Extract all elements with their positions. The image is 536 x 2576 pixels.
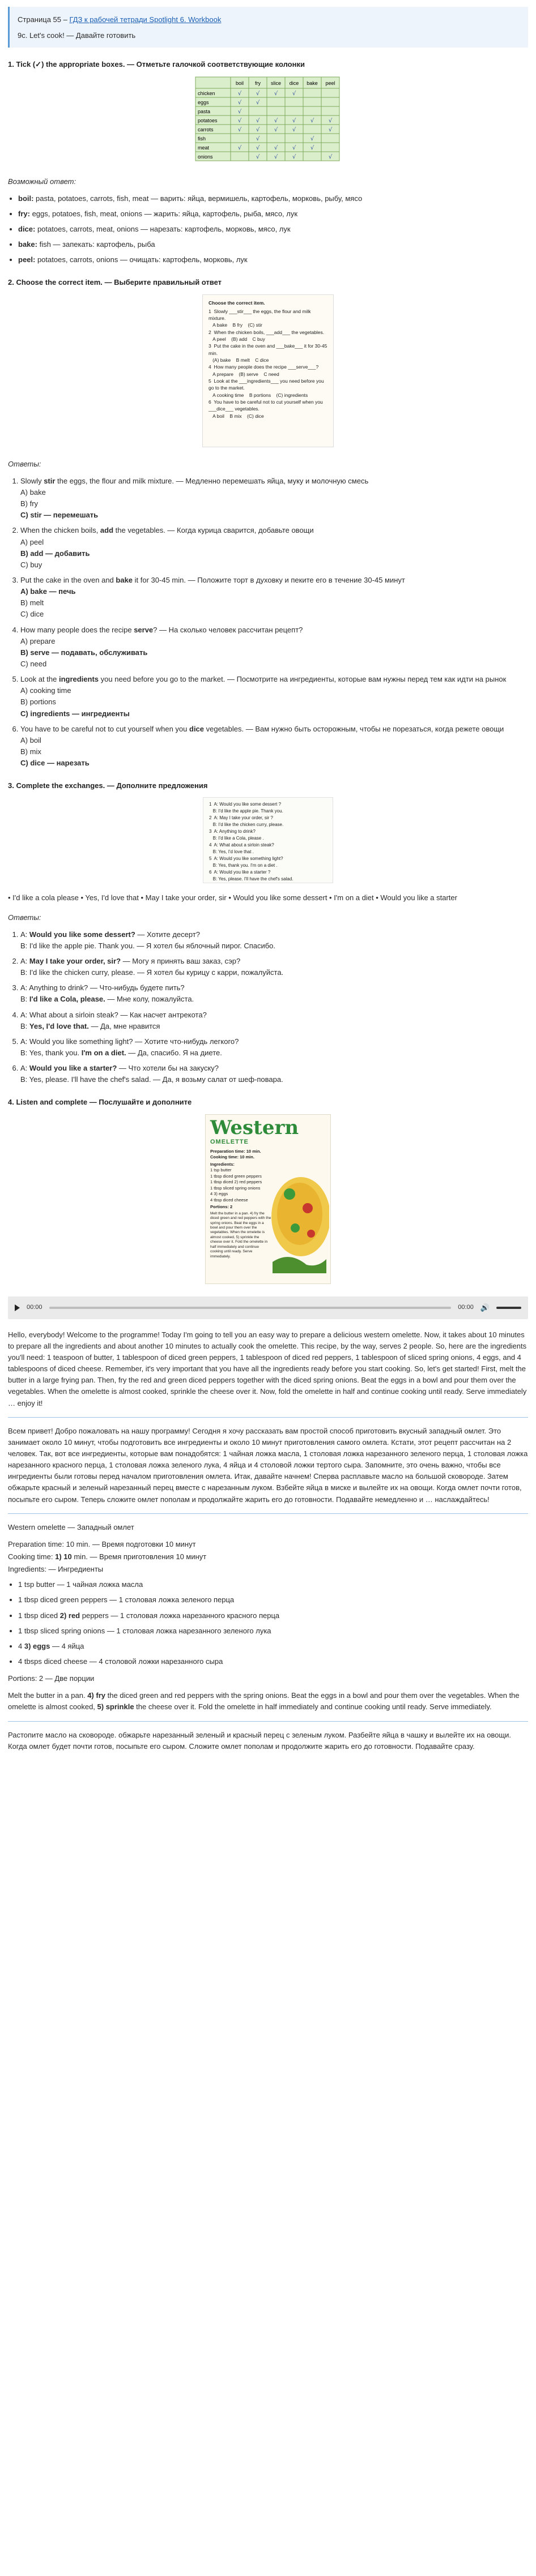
- task3-figure: [8, 797, 528, 887]
- tick-mark: √: [237, 91, 242, 97]
- line-a: [20, 982, 528, 994]
- image-lines: [209, 801, 327, 883]
- line-b-pre: B:: [20, 995, 29, 1004]
- divider: [8, 1513, 528, 1514]
- line-a-key: Would you like some dessert?: [29, 930, 135, 939]
- line-b: [20, 940, 528, 952]
- line-b-pre: B:: [20, 1021, 29, 1030]
- line-a: [20, 1063, 528, 1074]
- tick-mark: √: [292, 91, 296, 97]
- line-a: [20, 1009, 528, 1021]
- exchange-item: [20, 1063, 528, 1085]
- ingredient-item: [18, 1594, 528, 1606]
- image-line: 3 Put the cake in the oven and ___bake___ it for 30-45 min.: [209, 343, 329, 356]
- line-a-post: — Что хотели бы на закуску?: [117, 1064, 219, 1073]
- image-heading: Choose the correct item.: [209, 299, 265, 306]
- question-key: bake: [116, 575, 133, 584]
- tick-mark: √: [274, 118, 278, 125]
- ingredient-pre: 1 tbsp sliced spring onions — 1 столовая ложка нарезанного зеленого лука: [18, 1626, 271, 1635]
- question-text: [20, 724, 528, 735]
- table-row-label: chicken: [198, 91, 215, 97]
- recipe-method: Melt the butter in a pan. 4) fry the diced green and red peppers with the spring onions. Beat the eggs in a bowl and pour them over the vegetables. When the omelette is almost cooked, 5) sprinkle the cheese over it. Fold the omelette in half immediately and continue cooking until ready. Serve immediately.: [210, 1211, 271, 1259]
- line-a: [20, 929, 528, 940]
- task2-answer-list: [20, 476, 528, 769]
- answer-key: peel:: [18, 255, 36, 264]
- question-text: [20, 476, 528, 487]
- correct-option: B) add — добавить: [20, 549, 90, 558]
- play-icon[interactable]: [15, 1304, 20, 1311]
- question-pre: Put the cake in the oven and: [20, 575, 116, 584]
- volume-icon[interactable]: 🔊: [480, 1303, 490, 1312]
- line-b-pre: B: Yes, please. I'll have the chef's salad. — Да, я возьму салат от шеф-повара.: [20, 1075, 283, 1084]
- question-post: the eggs, the flour and milk mixture. — Медленно перемешать яйца, муку и молочную смесь: [55, 476, 369, 485]
- table-row-label: carrots: [198, 127, 214, 133]
- answer-text: eggs, potatoes, fish, meat, onions — жарить: яйца, картофель, рыба, мясо, лук: [29, 209, 298, 218]
- tick-mark: √: [237, 118, 242, 125]
- line-a-post: — Хотите десерт?: [135, 930, 201, 939]
- tick-mark: √: [292, 127, 296, 134]
- recipe-portions: Portions: 2: [210, 1204, 233, 1210]
- method-en: [8, 1690, 528, 1713]
- recipe-ingredients: [210, 1167, 271, 1203]
- correct-option: A) bake — печь: [20, 587, 76, 596]
- answer-item: [18, 208, 528, 220]
- image-line: 4 How many people does the recipe ___serve___?: [209, 364, 319, 370]
- option: A) bake: [20, 487, 46, 497]
- line-b-post: — Да, спасибо. Я на диете.: [126, 1049, 222, 1058]
- section-title: 9c. Let's cook! — Давайте готовить: [18, 31, 136, 40]
- recipe-title: Western omelette — Западный омлет: [8, 1522, 134, 1531]
- exchange-item: [20, 929, 528, 952]
- answer-key: bake:: [18, 240, 37, 249]
- question-key: ingredients: [58, 675, 99, 684]
- ingredients-line: Ingredients: — Ингредиенты: [8, 1565, 104, 1574]
- tick-mark: √: [256, 145, 260, 152]
- line-a-key: May I take your order, sir?: [29, 957, 121, 966]
- ingredient-pre: 1 tbsp diced green peppers — 1 столовая ложка зеленого перца: [18, 1595, 235, 1604]
- tick-mark: √: [256, 154, 260, 161]
- ingredient-item: [18, 1656, 528, 1667]
- option: B) fry: [20, 499, 39, 508]
- image-line: 5 Look at the ___ingredients___ you need before you go to the market.: [209, 378, 326, 391]
- ingredient-item: [18, 1641, 528, 1652]
- task1-answer-heading: Возможный ответ:: [8, 177, 76, 186]
- recipe-ingredient: 1 tbsp diced 2) red peppers: [210, 1179, 262, 1185]
- option: B) mix: [20, 747, 41, 756]
- line-b-post: — Мне колу, пожалуйста.: [105, 995, 194, 1004]
- table-row-label: meat: [198, 145, 210, 151]
- page-header: [8, 7, 528, 48]
- question-post: it for 30-45 min. — Положите торт в духовку и пеките его в течение 30-45 минут: [133, 575, 405, 584]
- method-key-1: 4) fry: [87, 1691, 105, 1700]
- recipe-ingredient: 1 tbsp diced green peppers: [210, 1173, 262, 1179]
- ingredient-pre: 4: [18, 1641, 24, 1650]
- choose-item-image: [202, 294, 334, 447]
- question-pre: You have to be careful not to cut yourself when you: [20, 724, 189, 733]
- line-a-pre: A:: [20, 957, 29, 966]
- answer-key: dice:: [18, 224, 36, 233]
- line-b-pre: B: I'd like the apple pie. Thank you. — Я хотел бы яблочный пирог. Спасибо.: [20, 941, 276, 950]
- ingredient-key: 3) eggs: [24, 1641, 50, 1650]
- tick-mark: √: [310, 118, 314, 125]
- task1-answer-list: [18, 193, 528, 266]
- audio-duration: 00:00: [458, 1304, 474, 1311]
- tick-mark: √: [328, 127, 333, 134]
- tick-mark: √: [310, 145, 314, 152]
- line-b-pre: B: I'd like the chicken curry, please. — Я хотел бы курицу с карри, пожалуйста.: [20, 968, 284, 977]
- answer-item: [18, 193, 528, 204]
- line-a-pre: A: What about a sirloin steak? — Как насчет антрекота?: [20, 1010, 207, 1019]
- cook-line: [8, 1551, 528, 1563]
- exchanges-image: [203, 797, 333, 883]
- correct-option: C) dice — нарезать: [20, 759, 90, 768]
- question-text: [20, 674, 528, 685]
- image-line: B: I'd like a Cola, please .: [209, 836, 264, 841]
- exchange-item: [20, 1036, 528, 1059]
- image-line: 5 A: Would you like something light?: [209, 856, 283, 862]
- tick-mark: √: [237, 145, 242, 152]
- tick-mark: √: [237, 100, 242, 106]
- tick-mark: √: [292, 118, 296, 125]
- image-line: B: I'd like the apple pie. Thank you.: [209, 808, 283, 814]
- question-item: [20, 674, 528, 720]
- portions-line: Portions: 2 — Две порции: [8, 1674, 95, 1683]
- exchange-item: [20, 956, 528, 978]
- tick-mark: √: [328, 118, 333, 125]
- option: A) boil: [20, 735, 41, 744]
- line-b-key: I'm on a diet.: [81, 1049, 126, 1058]
- ingredient-item: [18, 1610, 528, 1621]
- task1-title: 1. Tick (✓) the appropriate boxes. — Отметьте галочкой соответствующие колонки: [8, 60, 305, 69]
- tick-mark: √: [292, 154, 296, 161]
- answer-text: pasta, potatoes, carrots, fish, meat — варить: яйца, вермишель, картофель, морковь, рыбу, мясо: [33, 194, 363, 203]
- tick-mark: √: [328, 154, 333, 161]
- image-line: B: Yes, thank you. I'm on a diet .: [209, 863, 278, 868]
- recipe-times: [8, 1539, 528, 1575]
- question-post: vegetables. — Вам нужно быть осторожным, чтобы не порезаться, когда режете овощи: [204, 724, 504, 733]
- ingredient-key: 2) red: [59, 1611, 80, 1620]
- question-key: serve: [134, 625, 154, 634]
- tick-mark: √: [256, 127, 260, 134]
- tick-mark: √: [274, 127, 278, 134]
- cook-key: 1) 10: [55, 1552, 72, 1561]
- tick-mark: √: [256, 136, 260, 143]
- option: C) buy: [20, 560, 42, 569]
- task4-title: 4. Listen and complete — Послушайте и дополните: [8, 1098, 192, 1107]
- ingredient-pre: 1 tbsp diced: [18, 1611, 60, 1620]
- ingredient-list: [18, 1579, 528, 1667]
- image-line: A bake B fry (C) stir: [209, 322, 262, 328]
- prep-line: Preparation time: 10 min. — Время подготовки 10 минут: [8, 1539, 196, 1548]
- option: C) dice: [20, 610, 44, 619]
- recipe-ingredient: 4 3) eggs: [210, 1191, 228, 1197]
- line-b: [20, 1074, 528, 1085]
- answer-text: fish — запекать: картофель, рыба: [37, 240, 155, 249]
- question-key: stir: [44, 476, 56, 485]
- line-b-post: — Да, мне нравится: [88, 1021, 160, 1030]
- table-column-header: dice: [289, 80, 299, 87]
- line-a: [20, 1036, 528, 1047]
- image-line: 2 A: May I take your order, sir ?: [209, 815, 273, 821]
- question-text: [20, 624, 528, 636]
- task2-answer-heading: Ответы:: [8, 459, 41, 468]
- question-post: the vegetables. — Когда курица сварится, добавьте овощи: [113, 526, 314, 535]
- exchange-item: [20, 1009, 528, 1032]
- image-line: 1 Slowly ___stir___ the eggs, the flour and milk mixture.: [209, 308, 312, 322]
- image-line: B: Yes, I'd love that .: [209, 849, 254, 855]
- method-ru: Растопите масло на сковороде. обжарьте нарезанный зеленый и красный перец с зеленым луком. Разбейте яйца в чашку и вылейте их на овощи. Когда омлет будет почти готов, посыпьте его сыром. Сложите омлет пополам и продолжите жарить его до готовности. Подавайте сразу.: [8, 1730, 511, 1751]
- ingredient-pre: 1 tsp butter — 1 чайная ложка масла: [18, 1580, 143, 1589]
- divider: [8, 1721, 528, 1722]
- question-pre: How many people does the recipe: [20, 625, 134, 634]
- table-row-label: pasta: [198, 109, 211, 115]
- task3-answer-heading: Ответы:: [8, 913, 41, 922]
- task3-answer-list: [20, 929, 528, 1086]
- ingredient-item: [18, 1579, 528, 1590]
- table-column-header: slice: [270, 80, 282, 87]
- line-a-pre: A: Anything to drink? — Что-нибудь будете пить?: [20, 983, 185, 992]
- option: B) portions: [20, 698, 56, 707]
- tick-table-image: [194, 76, 342, 164]
- ingredient-post: peppers — 1 столовая ложка нарезанного красного перца: [80, 1611, 280, 1620]
- task4-figure: [8, 1114, 528, 1287]
- line-b-pre: B: Yes, thank you.: [20, 1049, 82, 1058]
- task1-figure: [8, 76, 528, 168]
- answer-item: [18, 254, 528, 266]
- method-post: the cheese over it. Fold the omelette in half immediately and continue cooking until ready. Serve immediately.: [134, 1702, 492, 1711]
- recipe-prep: Preparation time: 10 min.: [210, 1148, 261, 1154]
- line-b: [20, 967, 528, 978]
- recipe-ingredient: 1 tsp butter: [210, 1167, 232, 1173]
- line-a-pre: A:: [20, 1064, 29, 1073]
- table-row-label: potatoes: [198, 118, 218, 124]
- cook-post: min. — Время приготовления 10 минут: [71, 1552, 207, 1561]
- tick-mark: √: [274, 91, 278, 97]
- answer-item: [18, 224, 528, 235]
- method-mid: the diced green and red peppers with the spring onions. Beat the eggs in a bowl and pour them over the vegetables. When the omelette is almost cooked,: [8, 1691, 520, 1711]
- exchange-item: [20, 982, 528, 1005]
- audio-player[interactable]: [8, 1296, 528, 1319]
- correct-option: C) stir — перемешать: [20, 511, 99, 520]
- question-text: [20, 575, 528, 586]
- audio-progress-bar[interactable]: [49, 1307, 452, 1309]
- table-row-label: eggs: [198, 100, 209, 106]
- image-line: A boil B mix (C) dice: [209, 413, 264, 419]
- line-b-key: Yes, I'd love that.: [29, 1021, 89, 1030]
- ingredient-pre: 4 tbsps diced cheese — 4 столовой ложки нарезанного сыра: [18, 1657, 223, 1666]
- divider: [8, 1417, 528, 1418]
- answer-key: fry:: [18, 209, 30, 218]
- tick-mark: √: [256, 118, 260, 125]
- answer-key: boil:: [18, 194, 34, 203]
- question-item: [20, 624, 528, 670]
- transcript-ru: Всем привет! Добро пожаловать на нашу программу! Сегодня я хочу рассказать вам простой способ приготовить вкусный западный омлет. Это занимает около 10 минут, чтобы подготовить все ингредиенты и около 10 минут приготовления самого омлета. Кстати, этот рецепт рассчитан на 2 человек. Так, вот все ингредиенты, которые вам понадобятся: 1 чайная ложка масла, 1 столовая ложка нарезанного зеленого перца, 1 столовая ложка нарезанного красного перца, 1 столовая ложка зеленого лука, 4 яйца и 4 столовой ложки тертого сыра. Запомните, это очень важно, чтобы все ингредиенты были готовы перед началом приготовления омлета. Итак, давайте начнем! Сперва расплавьте масло на большой сковороде. Затем обжарьте красный и зеленый нарезанный перец вместе с нарезанным луком. Взбейте яйца в миске и вылейте их на овощи. Когда омлет почти готов, посыпьте его сыром. Теперь сложите омлет пополам и продолжайте жарить его до готовности. Подавайте немедленно и … наслаждайтесь!: [8, 1426, 528, 1504]
- recipe-image-subtitle: OMELETTE: [210, 1138, 249, 1145]
- question-pre: Look at the: [20, 675, 59, 684]
- question-text: [20, 525, 528, 536]
- breadcrumb: [18, 14, 520, 25]
- question-post: ? — На сколько человек рассчитан рецепт?: [153, 625, 303, 634]
- omelette-photo: [267, 1154, 329, 1273]
- tick-mark: √: [292, 145, 296, 152]
- method-key-2: 5) sprinkle: [97, 1702, 134, 1711]
- line-a-pre: A: Would you like something light? — Хотите что-нибудь легкого?: [20, 1037, 239, 1046]
- question-item: [20, 476, 528, 521]
- answer-text: potatoes, carrots, onions — очищать: картофель, морковь, лук: [35, 255, 248, 264]
- answer-item: [18, 239, 528, 250]
- question-pre: Slowly: [20, 476, 44, 485]
- answer-text: potatoes, carrots, meat, onions — нарезать: картофель, морковь, мясо, лук: [35, 224, 291, 233]
- ingredient-post: — 4 яйца: [50, 1641, 84, 1650]
- option: C) need: [20, 659, 47, 668]
- omelette-recipe-image: [205, 1114, 331, 1284]
- correct-option: B) serve — подавать, обслуживать: [20, 648, 148, 657]
- image-line: A prepare (B) serve C need: [209, 371, 279, 377]
- recipe-cooking: Cooking time: 10 min.: [210, 1154, 254, 1160]
- recipe-image-title: Western: [210, 1116, 299, 1139]
- volume-slider[interactable]: [496, 1307, 521, 1309]
- correct-option: C) ingredients — ингредиенты: [20, 709, 130, 718]
- line-a-post: — Могу я принять ваш заказ, сэр?: [121, 957, 241, 966]
- workbook-link[interactable]: ГДЗ к рабочей тетради Spotlight 6. Workbook: [69, 15, 222, 24]
- method-pre: Melt the butter in a pan.: [8, 1691, 88, 1700]
- recipe-ingredient: 1 tbsp sliced spring onions: [210, 1185, 261, 1191]
- question-pre: When the chicken boils,: [20, 526, 100, 535]
- line-b: [20, 1021, 528, 1032]
- audio-current-time: 00:00: [27, 1304, 42, 1311]
- line-b: [20, 1047, 528, 1059]
- transcript-en: Hello, everybody! Welcome to the programme! Today I'm going to tell you an easy way to prepare a delicious western omelette. Now, it takes about 10 minutes to prepare all the ingredients and about another 10 minutes to actually cook the omelette. This recipe, by the way, serves 2 people. So, here are the ingredients you'll need: 1 teaspoon of butter, 1 tablespoon of diced green peppers, 1 tablespoon of diced red peppers, 1 tablespoon of sliced spring onions, 4 eggs, and 4 tablespoons of diced cheese. Remember, it's very important that you have all the ingredients ready before you start cooking. So, let's get started! First, melt the butter in a large frying pan. Then, fry the red and green diced peppers together with the diced spring onions. Beat the eggs in a bowl and pour them over the vegetables. When the omelette is almost cooked, sprinkle the cheese over it. Now, fold the omelette in half and continue cooking until ready. Serve immediately … enjoy it!: [8, 1330, 527, 1407]
- image-line: A cooking time B portions (C) ingredients: [209, 392, 308, 398]
- task2-title: 2. Choose the correct item. — Выберите правильный ответ: [8, 278, 222, 287]
- tick-mark: √: [237, 127, 242, 134]
- image-line: B: I'd like the chicken curry, please.: [209, 822, 284, 828]
- image-line: 1 A: Would you like some dessert ?: [209, 802, 282, 807]
- line-a-pre: A:: [20, 930, 29, 939]
- image-line: 3 A: Anything to drink?: [209, 829, 256, 835]
- line-a-key: Would you like a starter?: [29, 1064, 117, 1073]
- table-row-label: onions: [198, 154, 213, 160]
- question-item: [20, 525, 528, 571]
- line-b: [20, 994, 528, 1005]
- image-line: 2 When the chicken boils, ___add___ the vegetables.: [209, 329, 325, 335]
- task2-figure: [8, 294, 528, 451]
- recipe-ingredient: 4 tbsp diced cheese: [210, 1197, 248, 1203]
- tick-mark: √: [274, 154, 278, 161]
- image-line: B: Yes, please. I'll have the chef's salad.: [209, 876, 293, 882]
- option: B) melt: [20, 598, 44, 607]
- image-line: A peel (B) add C buy: [209, 336, 265, 343]
- question-item: [20, 575, 528, 621]
- tick-mark: √: [237, 109, 242, 115]
- option: A) prepare: [20, 636, 56, 645]
- tick-mark: √: [274, 145, 278, 152]
- option: A) cooking time: [20, 686, 71, 695]
- question-item: [20, 724, 528, 769]
- line-a: [20, 956, 528, 967]
- table-column-header: fry: [255, 80, 261, 87]
- table-column-header: boil: [235, 80, 244, 87]
- image-line: 6 You have to be careful not to cut yourself when you ___dice___ vegetables.: [209, 399, 325, 412]
- tick-mark: √: [256, 100, 260, 106]
- ingredient-item: [18, 1625, 528, 1637]
- phrase-list: • I'd like a cola please • Yes, I'd love that • May I take your order, sir • Would you like some dessert • I'm on a diet • Would you like a starter: [8, 893, 457, 902]
- breadcrumb-prefix: Страница 55 –: [18, 15, 67, 24]
- question-key: dice: [189, 724, 205, 733]
- image-line: 6 A: Would you like a starter ?: [209, 870, 271, 875]
- tick-mark: √: [256, 91, 260, 97]
- image-line: 4 A: What about a sirloin steak?: [209, 842, 274, 848]
- image-line: (A) bake B melt C dice: [209, 357, 269, 363]
- question-post: you need before you go to the market. — Посмотрите на ингредиенты, которые вам нужны перед тем как идти на рынок: [99, 675, 507, 684]
- tick-mark: √: [310, 136, 314, 143]
- image-lines: [209, 308, 327, 420]
- recipe-ingredients-heading: Ingredients:: [210, 1161, 235, 1167]
- question-key: add: [100, 526, 114, 535]
- task3-title: 3. Complete the exchanges. — Дополните предложения: [8, 781, 208, 790]
- table-column-header: peel: [325, 80, 335, 87]
- option: A) peel: [20, 537, 44, 546]
- line-b-key: I'd like a Cola, please.: [29, 995, 105, 1004]
- table-row-label: fish: [198, 136, 206, 142]
- table-column-header: bake: [307, 80, 318, 87]
- cook-pre: Cooking time:: [8, 1552, 56, 1561]
